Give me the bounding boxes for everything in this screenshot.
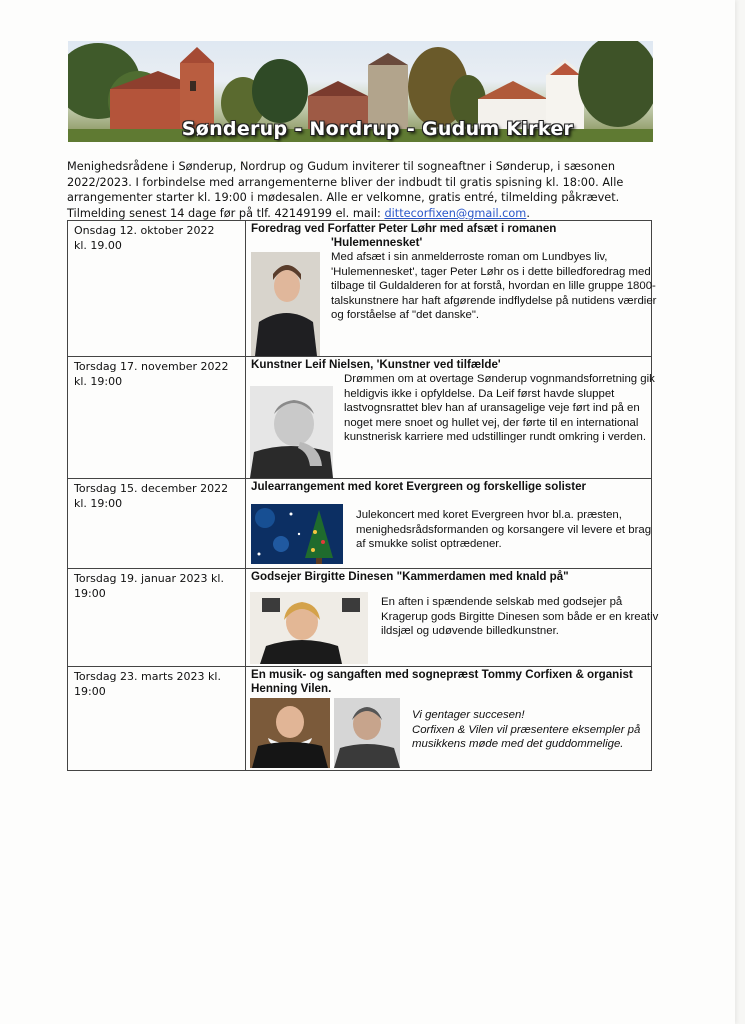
banner-title: Sønderup - Nordrup - Gudum Kirker <box>181 118 574 140</box>
intro-trailing: . <box>526 206 530 220</box>
event-date <box>68 357 246 479</box>
event-description: Julekoncert med koret Evergreen hvor bl.a. præsten, menighedsrådsformanden og korsangere vil levere et brag af smukke solist optrædener. <box>356 509 652 551</box>
event-cell <box>246 479 652 569</box>
table-row <box>68 569 652 667</box>
event-subtitle: 'Hulemennesket' <box>331 236 423 249</box>
christmas-tree-photo <box>251 504 343 564</box>
event-description: En aften i spændende selskab med godsejer på Kragerup gods Birgitte Dinesen som både er en kreativ ildsjæl og udøvende billedkunstner. <box>381 596 659 638</box>
event-date-text: Onsdag 12. oktober 2022 kl. 19.00 <box>74 224 215 252</box>
event-cell <box>246 569 659 667</box>
churches-banner <box>68 41 653 142</box>
event-title: Julearrangement med koret Evergreen og forskellige solister <box>251 480 587 493</box>
event-date-text: Torsdag 23. marts 2023 kl. 19:00 <box>74 670 221 698</box>
peter-lohr-photo <box>251 252 320 356</box>
event-title: En musik- og sangaften med sognepræst Tommy Corfixen & organist Henning Vilen. <box>251 668 633 695</box>
event-title: Foredrag ved Forfatter Peter Løhr med afsæt i romanen <box>251 222 557 235</box>
table-row <box>68 221 652 357</box>
contact-email-link[interactable]: dittecorfixen@gmail.com <box>384 206 527 220</box>
event-date <box>68 221 246 357</box>
tommy-corfixen-photo <box>250 698 330 768</box>
event-date <box>68 569 246 667</box>
event-date <box>68 667 246 771</box>
event-cell <box>246 357 655 479</box>
event-cell <box>246 667 652 771</box>
table-row <box>68 479 652 569</box>
events-table <box>67 220 659 771</box>
intro-text: Menighedsrådene i Sønderup, Nordrup og Gudum inviterer til sogneaftner i Sønderup, i sæsonen 2022/2023. I forbindelse med arrangementerne bliver der indbudt til gratis spisning kl. 18:00. Alle arrangementer starter kl. 19:00 i mødesalen. Alle er velkomne, gratis entré, tilmelding påkrævet. Tilmelding senest 14 dage før på tlf. 42149199 el. mail: <box>67 160 624 220</box>
event-description: Drømmen om at overtage Sønderup vognmandsforretning gik heldigvis ikke i opfyldelse. Da Leif først havde sluppet lastvognsrattet blev han af uransagelige veje ført ind på en noget mere snoet og hullet vej, der førte til en international kunstnerisk karriere med udstillinger rundt omkring i verden. <box>344 373 655 444</box>
henning-vilen-photo <box>334 698 400 768</box>
event-cell <box>246 221 657 357</box>
event-date <box>68 479 246 569</box>
table-row <box>68 357 652 479</box>
leif-nielsen-photo <box>250 386 333 478</box>
event-description-line2: Corfixen & Vilen vil præsentere eksempler på musikkens møde med det guddommelige. <box>412 723 641 751</box>
event-date-text: Torsdag 19. januar 2023 kl. 19:00 <box>74 572 224 600</box>
event-date-text: Torsdag 17. november 2022 kl. 19:00 <box>74 360 229 388</box>
event-title: Godsejer Birgitte Dinesen "Kammerdamen med knald på" <box>251 570 569 583</box>
event-description: Med afsæt i sin anmelderroste roman om Lundbyes liv, 'Hulemennesket', tager Peter Løhr os i dette billedforedrag med tilbage til Guldalderen for at forstå, hvordan en lille gruppe 1800-talskunstnere har haft afgørende indflydelse på nutidens værdier og forståelse af "det danske". <box>331 251 657 322</box>
table-row <box>68 667 652 771</box>
event-description-line1: Vi gentager succesen! <box>412 709 525 721</box>
intro-paragraph <box>67 159 657 221</box>
event-date-text: Torsdag 15. december 2022 kl. 19:00 <box>74 482 229 510</box>
birgitte-dinesen-photo <box>250 592 368 664</box>
event-description <box>412 708 668 752</box>
event-title: Kunstner Leif Nielsen, 'Kunstner ved tilfælde' <box>251 358 501 371</box>
